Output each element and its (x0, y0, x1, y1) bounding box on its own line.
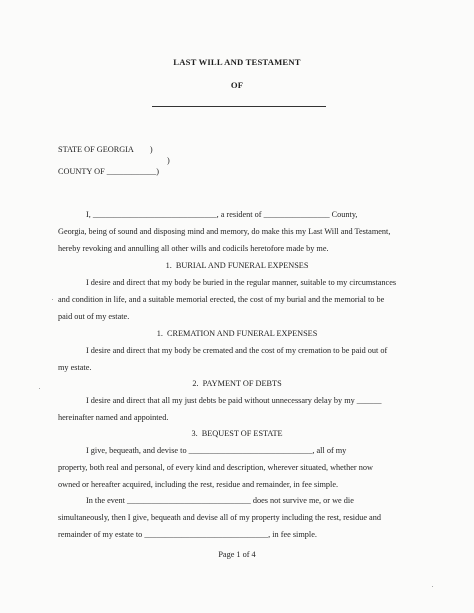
burial-heading: 1. BURIAL AND FUNERAL EXPENSES (165, 261, 309, 270)
bequest-line-2: property, both real and personal, of every kind and description, wherever situated, whether now (58, 463, 373, 472)
scan-speck (39, 388, 40, 389)
bequest-line-5: simultaneously, then I give, bequeath and devise all of my property including the rest, residue and (58, 513, 381, 522)
cremation-line-2: my estate. (58, 363, 92, 372)
burial-line-3: paid out of my estate. (58, 312, 130, 321)
debts-line-2: hereinafter named and appointed. (58, 413, 169, 422)
scan-speck (52, 299, 53, 300)
caption-paren: ) (167, 156, 170, 165)
burial-line-2: and condition in life, and a suitable memorial erected, the cost of my burial and the memorial to be (58, 295, 385, 304)
document-title: LAST WILL AND TESTAMENT (173, 57, 301, 67)
intro-line-1: I, ______________________________, a resident of ________________ County, (86, 210, 358, 219)
intro-line-2: Georgia, being of sound and disposing mind and memory, do make this my Last Will and Testament, (58, 227, 391, 236)
bequest-line-4: In the event ______________________________ does not survive me, or we die (86, 496, 354, 505)
caption-state: STATE OF GEORGIA ) (58, 145, 153, 154)
testator-name-line (152, 106, 326, 107)
bequest-line-6: remainder of my estate to ______________________________, in fee simple. (58, 530, 317, 539)
burial-line-1: I desire and direct that my body be buried in the regular manner, suitable to my circumstances (86, 278, 397, 287)
debts-heading: 2. PAYMENT OF DEBTS (192, 379, 282, 388)
cremation-heading: 1. CREMATION AND FUNERAL EXPENSES (156, 329, 318, 338)
page-number: Page 1 of 4 (218, 550, 256, 559)
debts-line-1: I desire and direct that all my just debts be paid without unnecessary delay by my ______ (86, 396, 382, 405)
intro-line-3: hereby revoking and annulling all other wills and codicils heretofore made by me. (58, 244, 329, 253)
cremation-line-1: I desire and direct that my body be cremated and the cost of my cremation to be paid out of (86, 346, 388, 355)
scan-speck (432, 586, 433, 587)
bequest-line-1: I give, bequeath, and devise to ______________________________, all of my (86, 446, 347, 455)
caption-county: COUNTY OF ____________) (58, 167, 159, 176)
bequest-line-3: owned or hereafter acquired, including the rest, residue and remainder, in fee simple. (58, 480, 339, 489)
document-of-label: OF (230, 80, 244, 90)
bequest-heading: 3. BEQUEST OF ESTATE (191, 429, 283, 438)
